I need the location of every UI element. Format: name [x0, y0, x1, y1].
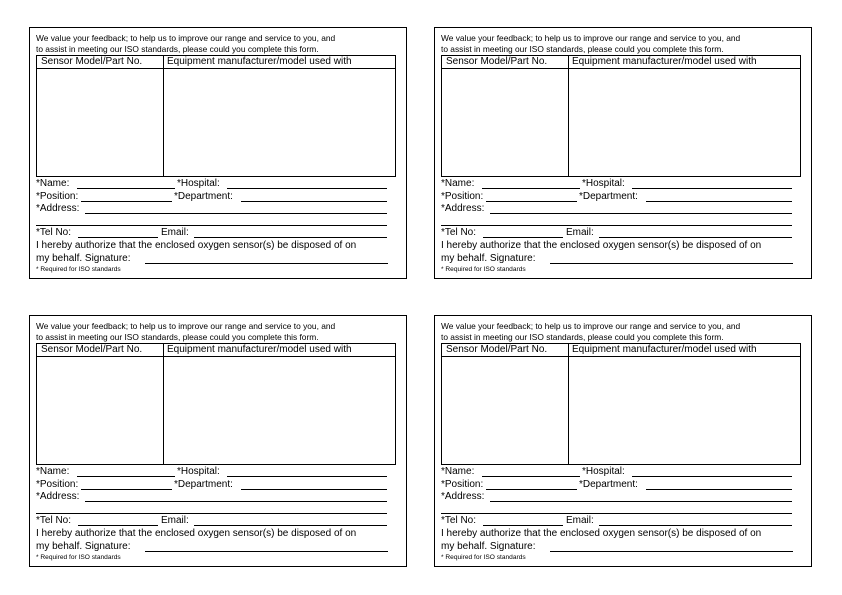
intro-text	[441, 321, 807, 342]
hospital-label: *Hospital:	[582, 466, 625, 477]
intro-line-1: We value your feedback; to help us to improve our range and service to you, and	[441, 33, 741, 43]
intro-line-1: We value your feedback; to help us to improve our range and service to you, and	[441, 321, 741, 331]
intro-text	[36, 33, 402, 54]
tel-label: *Tel No:	[36, 227, 72, 238]
intro-text	[441, 33, 807, 54]
email-field[interactable]	[194, 525, 387, 526]
equipment-header: Equipment manufacturer/model used with	[572, 344, 757, 355]
signature-field[interactable]	[550, 263, 793, 264]
equipment-field[interactable]	[164, 69, 395, 176]
address-field-line-2[interactable]	[441, 225, 792, 226]
sensor-model-field[interactable]	[37, 357, 162, 464]
equipment-header: Equipment manufacturer/model used with	[167, 344, 352, 355]
intro-line-2: to assist in meeting our ISO standards, please could you complete this form.	[36, 43, 319, 54]
name-field[interactable]	[482, 188, 580, 189]
intro-text	[36, 321, 402, 342]
sensor-model-field[interactable]	[37, 69, 162, 176]
iso-footnote: * Required for ISO standards	[36, 266, 121, 273]
hospital-field[interactable]	[227, 188, 387, 189]
address-field[interactable]	[490, 213, 792, 214]
hospital-field[interactable]	[227, 476, 387, 477]
department-label: *Department:	[579, 479, 638, 490]
hospital-field[interactable]	[632, 188, 792, 189]
email-label: Email:	[566, 227, 594, 238]
position-label: *Position:	[36, 191, 79, 202]
sensor-equipment-table	[36, 55, 396, 177]
signature-field[interactable]	[145, 551, 388, 552]
position-label: *Position:	[441, 479, 484, 490]
address-field-line-2[interactable]	[441, 513, 792, 514]
feedback-form-card	[434, 27, 812, 279]
address-field-line-2[interactable]	[36, 225, 387, 226]
tel-field[interactable]	[483, 525, 563, 526]
iso-footnote: * Required for ISO standards	[36, 554, 121, 561]
tel-label: *Tel No:	[441, 515, 477, 526]
tel-field[interactable]	[483, 237, 563, 238]
tel-field[interactable]	[78, 525, 158, 526]
address-field-line-2[interactable]	[36, 513, 387, 514]
iso-footnote: * Required for ISO standards	[441, 554, 526, 561]
department-field[interactable]	[241, 489, 387, 490]
feedback-form-card	[29, 27, 407, 279]
tel-label: *Tel No:	[441, 227, 477, 238]
equipment-field[interactable]	[569, 69, 800, 176]
iso-footnote: * Required for ISO standards	[441, 266, 526, 273]
name-field[interactable]	[77, 476, 175, 477]
signature-label: my behalf. Signature:	[36, 541, 131, 552]
authorize-text: I hereby authorize that the enclosed oxygen sensor(s) be disposed of on	[441, 528, 762, 539]
address-field[interactable]	[85, 501, 387, 502]
feedback-form-card	[434, 315, 812, 567]
email-label: Email:	[566, 515, 594, 526]
feedback-form-card	[29, 315, 407, 567]
email-field[interactable]	[599, 237, 792, 238]
address-label: *Address:	[36, 203, 80, 214]
department-field[interactable]	[241, 201, 387, 202]
position-field[interactable]	[486, 201, 577, 202]
email-field[interactable]	[599, 525, 792, 526]
name-field[interactable]	[77, 188, 175, 189]
name-field[interactable]	[482, 476, 580, 477]
name-label: *Name:	[441, 178, 475, 189]
sensor-model-header: Sensor Model/Part No.	[446, 56, 548, 67]
equipment-field[interactable]	[164, 357, 395, 464]
address-field[interactable]	[85, 213, 387, 214]
intro-line-2: to assist in meeting our ISO standards, please could you complete this form.	[36, 331, 319, 342]
authorize-text: I hereby authorize that the enclosed oxygen sensor(s) be disposed of on	[36, 528, 357, 539]
signature-label: my behalf. Signature:	[441, 541, 536, 552]
tel-label: *Tel No:	[36, 515, 72, 526]
sensor-equipment-table	[441, 343, 801, 465]
intro-line-2: to assist in meeting our ISO standards, please could you complete this form.	[441, 43, 724, 54]
intro-line-1: We value your feedback; to help us to improve our range and service to you, and	[36, 321, 336, 331]
hospital-field[interactable]	[632, 476, 792, 477]
hospital-label: *Hospital:	[177, 466, 220, 477]
position-field[interactable]	[81, 489, 172, 490]
signature-field[interactable]	[145, 263, 388, 264]
authorize-text: I hereby authorize that the enclosed oxygen sensor(s) be disposed of on	[36, 240, 357, 251]
equipment-header: Equipment manufacturer/model used with	[167, 56, 352, 67]
sensor-model-field[interactable]	[442, 69, 567, 176]
sensor-model-field[interactable]	[442, 357, 567, 464]
sensor-model-header: Sensor Model/Part No.	[446, 344, 548, 355]
authorize-text: I hereby authorize that the enclosed oxygen sensor(s) be disposed of on	[441, 240, 762, 251]
sensor-model-header: Sensor Model/Part No.	[41, 344, 143, 355]
equipment-header: Equipment manufacturer/model used with	[572, 56, 757, 67]
address-label: *Address:	[441, 491, 485, 502]
department-field[interactable]	[646, 489, 792, 490]
equipment-field[interactable]	[569, 357, 800, 464]
position-label: *Position:	[36, 479, 79, 490]
address-label: *Address:	[36, 491, 80, 502]
hospital-label: *Hospital:	[582, 178, 625, 189]
sensor-equipment-table	[441, 55, 801, 177]
intro-line-2: to assist in meeting our ISO standards, please could you complete this form.	[441, 331, 724, 342]
position-field[interactable]	[81, 201, 172, 202]
department-label: *Department:	[174, 479, 233, 490]
address-label: *Address:	[441, 203, 485, 214]
department-label: *Department:	[174, 191, 233, 202]
department-label: *Department:	[579, 191, 638, 202]
address-field[interactable]	[490, 501, 792, 502]
intro-line-1: We value your feedback; to help us to improve our range and service to you, and	[36, 33, 336, 43]
email-label: Email:	[161, 515, 189, 526]
name-label: *Name:	[36, 466, 70, 477]
name-label: *Name:	[441, 466, 475, 477]
sensor-equipment-table	[36, 343, 396, 465]
position-label: *Position:	[441, 191, 484, 202]
name-label: *Name:	[36, 178, 70, 189]
tel-field[interactable]	[78, 237, 158, 238]
position-field[interactable]	[486, 489, 577, 490]
sensor-model-header: Sensor Model/Part No.	[41, 56, 143, 67]
email-field[interactable]	[194, 237, 387, 238]
hospital-label: *Hospital:	[177, 178, 220, 189]
department-field[interactable]	[646, 201, 792, 202]
email-label: Email:	[161, 227, 189, 238]
signature-label: my behalf. Signature:	[36, 253, 131, 264]
signature-label: my behalf. Signature:	[441, 253, 536, 264]
signature-field[interactable]	[550, 551, 793, 552]
